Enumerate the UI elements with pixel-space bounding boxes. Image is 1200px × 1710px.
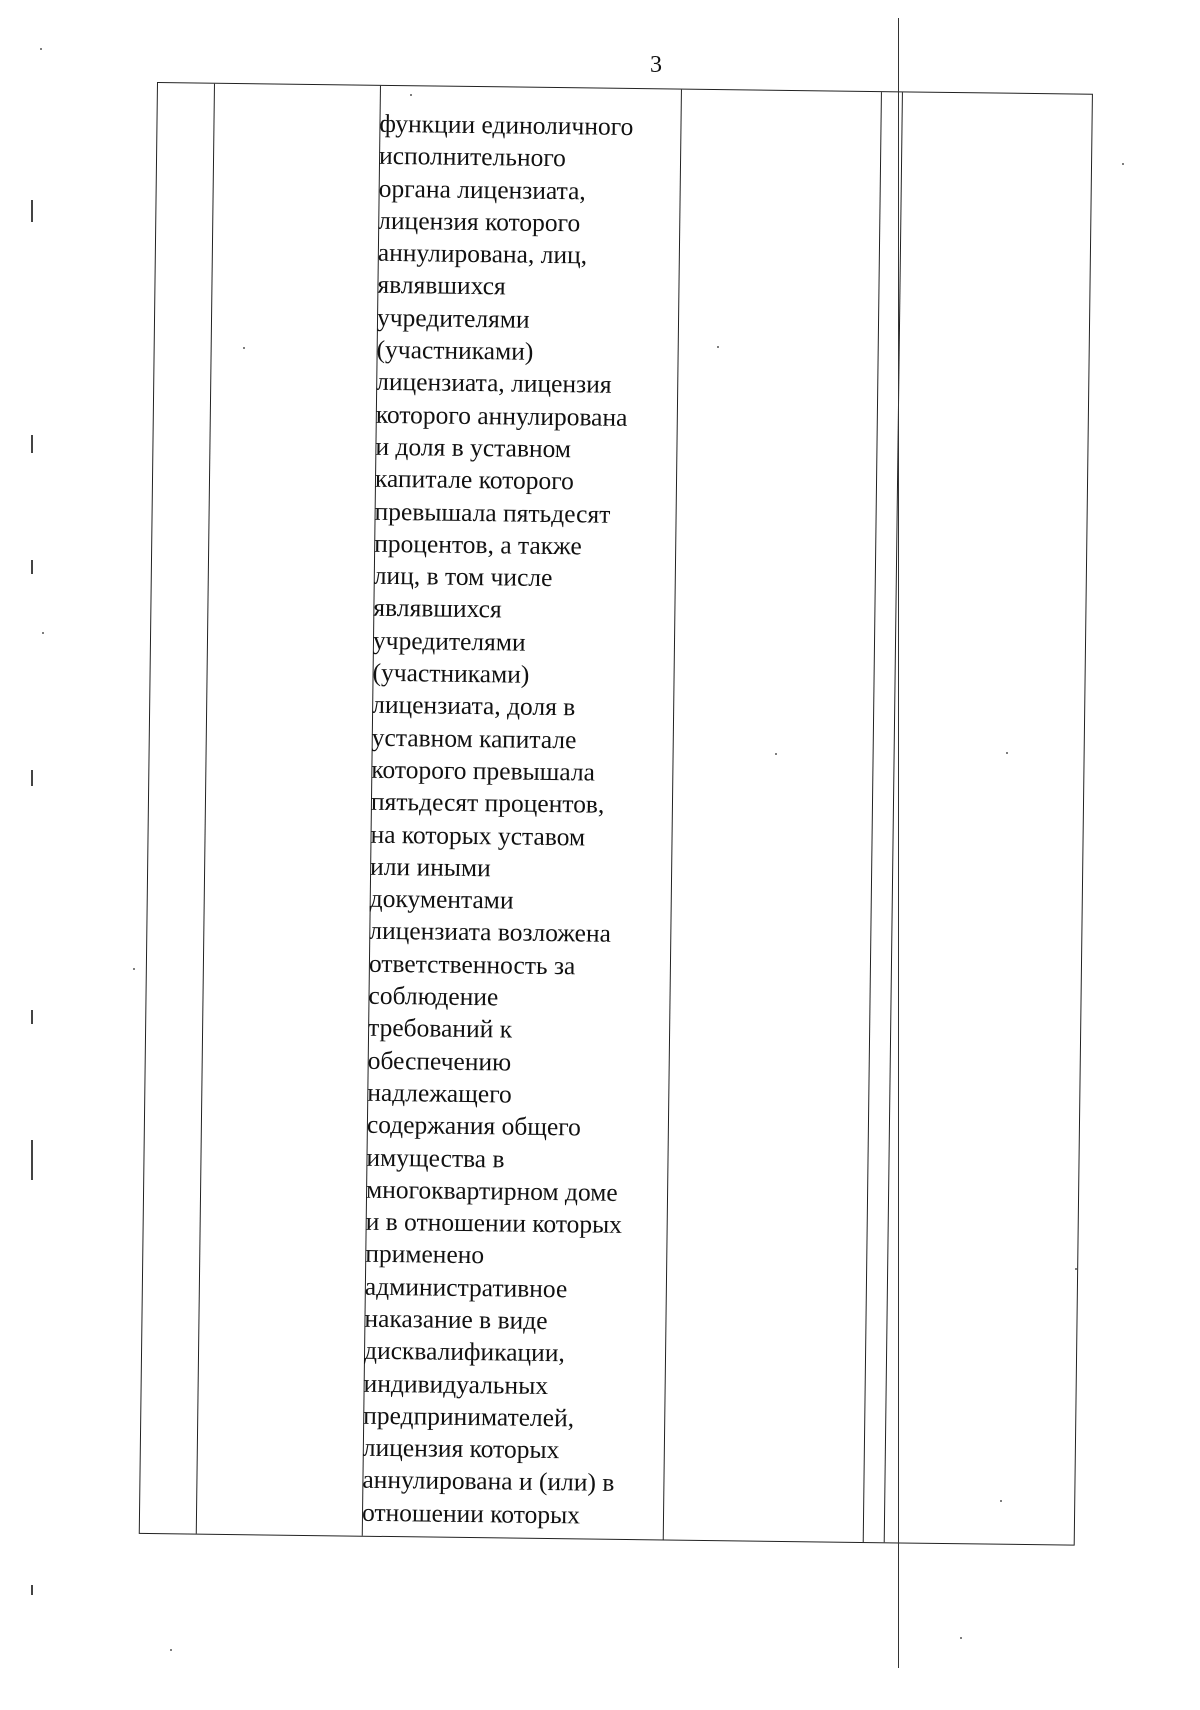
cell-text-line: наказание в виде — [364, 1303, 548, 1335]
cell-text-line: аннулирована и (или) в — [362, 1465, 615, 1498]
cell-text-line: лицензия которых — [362, 1432, 560, 1465]
scan-margin-line — [898, 18, 899, 1668]
column-divider-1 — [196, 84, 215, 1534]
cell-text-line: превышала пятьдесят — [374, 496, 611, 529]
page-number: 3 — [650, 52, 662, 78]
cell-text-line: или иными — [369, 851, 491, 883]
cell-text-line: функции единоличного — [379, 108, 634, 141]
cell-text-line: и в отношении которых — [365, 1206, 623, 1240]
cell-text-line: и доля в уставном — [375, 431, 572, 464]
cell-text-line: документами — [369, 883, 514, 915]
cell-text-line: аннулирована, лиц, — [377, 237, 588, 270]
cell-text-line: капитале которого — [374, 464, 575, 496]
cell-text-line: исполнительного — [378, 141, 567, 173]
cell-text-line: пятьдесят процентов, — [370, 786, 605, 819]
cell-text-line: процентов, а также — [374, 528, 582, 561]
cell-text-line: предпринимателей, — [363, 1400, 575, 1433]
cell-text-line: лицензиата возложена — [369, 916, 612, 949]
cell-text-line: являвшихся — [373, 593, 502, 624]
column-divider-4 — [863, 92, 882, 1542]
column-divider-5 — [884, 92, 903, 1542]
cell-text-line: лицензиата, лицензия — [376, 367, 612, 400]
cell-text-line: лицензиата, доля в — [372, 690, 576, 722]
table-cell-text — [362, 108, 676, 1533]
cell-text-line: которого превышала — [371, 754, 596, 787]
cell-text-line: (участниками) — [372, 657, 530, 689]
cell-text-line: (участниками) — [376, 334, 534, 366]
cell-text-line: применено — [365, 1239, 485, 1270]
cell-text-line: ответственность за — [368, 948, 576, 981]
cell-text-line: учредителями — [372, 625, 526, 657]
cell-text-line: лиц, в том числе — [373, 560, 553, 593]
cell-text-line: требований к — [367, 1013, 513, 1044]
cell-text-line: которого аннулирована — [375, 399, 628, 432]
document-table — [139, 82, 1093, 1546]
cell-text-line: содержания общего — [366, 1109, 582, 1142]
cell-text-line: надлежащего — [367, 1077, 512, 1109]
cell-text-line: имущества в — [366, 1142, 505, 1173]
cell-text-line: лицензия которого — [378, 205, 581, 238]
cell-text-line: многоквартирном доме — [365, 1174, 618, 1207]
cell-text-line: органа лицензиата, — [378, 173, 586, 205]
cell-text-line: на которых уставом — [370, 819, 586, 851]
cell-text-line: уставном капитале — [371, 722, 577, 754]
cell-text-line: индивидуальных — [363, 1368, 549, 1400]
cell-text-line: административное — [364, 1271, 568, 1303]
cell-text-line: обеспечению — [367, 1045, 512, 1077]
cell-text-line: соблюдение — [368, 980, 499, 1012]
cell-text-line: отношении которых — [361, 1497, 581, 1530]
cell-text-line: являвшихся — [377, 270, 506, 301]
cell-text-line: учредителями — [376, 302, 530, 334]
cell-text-line: дисквалификации, — [363, 1335, 566, 1368]
